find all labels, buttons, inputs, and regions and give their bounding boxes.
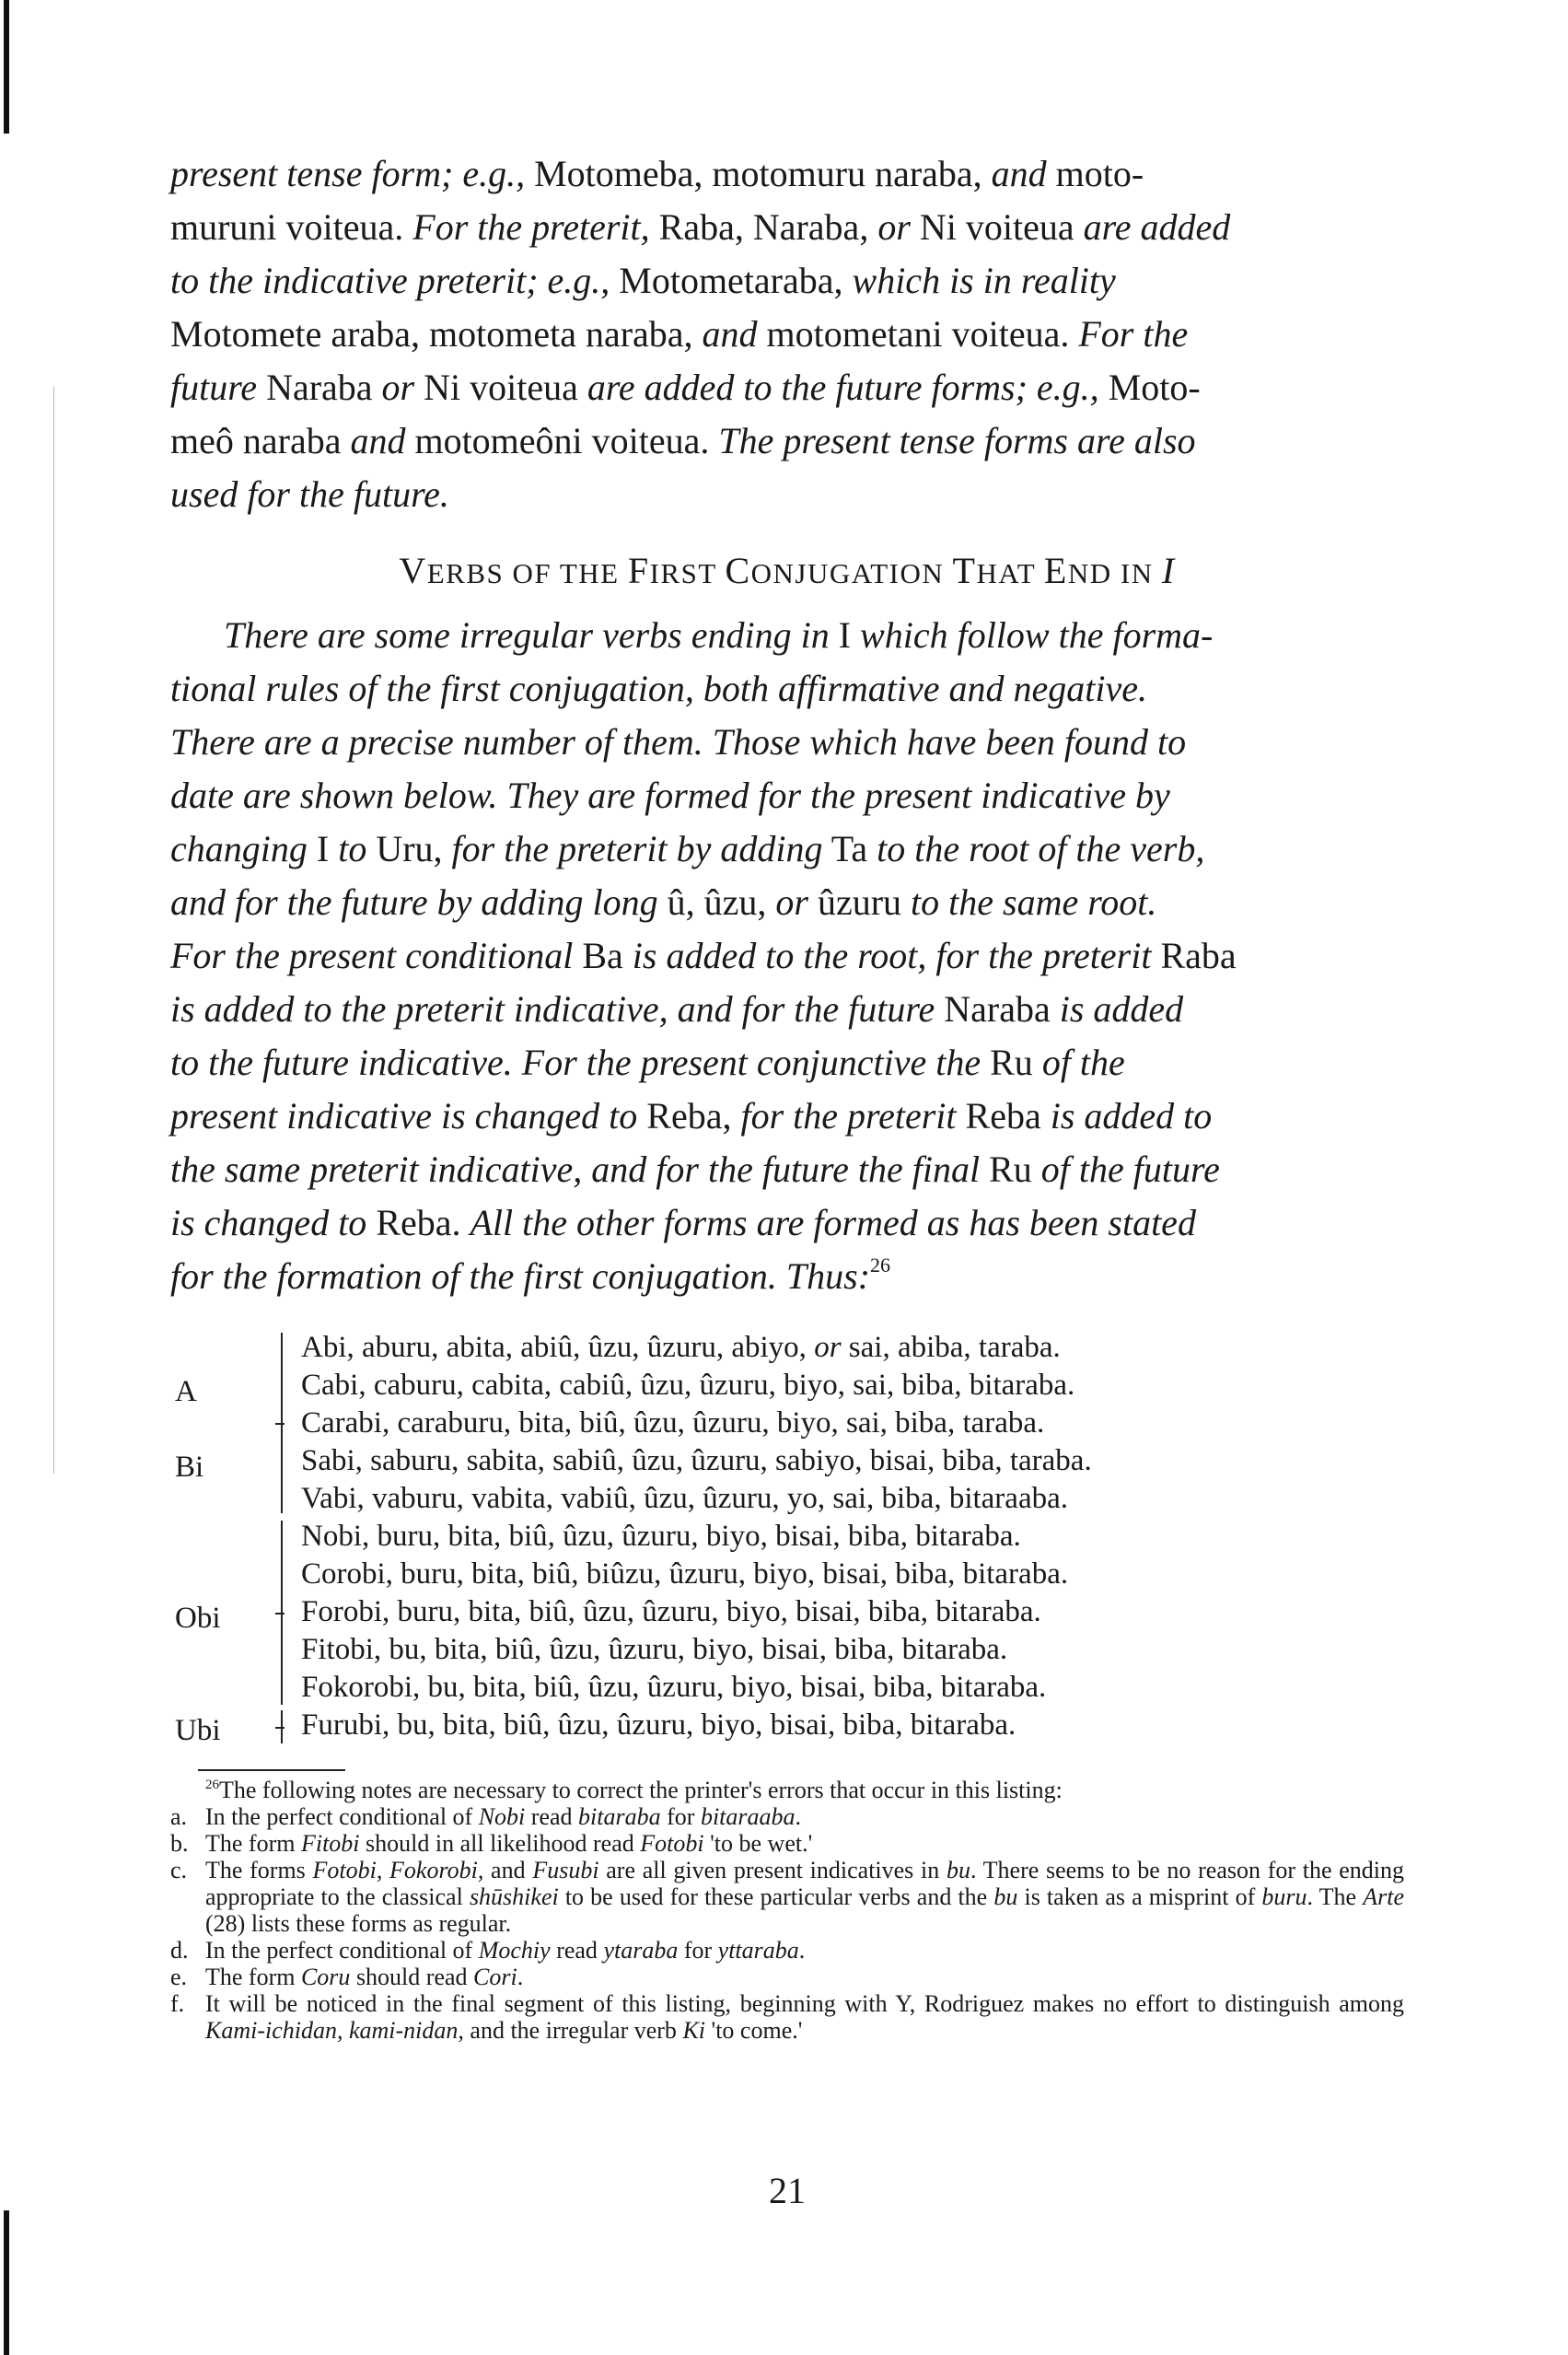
footnote-item-a: a. In the perfect conditional of Nobi read bitaraba for bitaraaba. xyxy=(170,1803,802,1830)
group-label-bi: Bi xyxy=(175,1451,204,1484)
listing-row: Sabi, saburu, sabita, sabiû, ûzu, ûzuru, sabiyo, bisai, biba, taraba. xyxy=(301,1444,1092,1477)
footnote-item-d: d. In the perfect conditional of Mochiy read ytaraba for yttaraba. xyxy=(170,1937,806,1964)
footnote-lead: $^{26}$The following notes are necessary to correct the printer's errors that occur in this listing: xyxy=(205,1777,1063,1803)
group-label-ubi: Ubi xyxy=(175,1714,221,1747)
text-line: date are shown below. They are formed for the present indicative by xyxy=(170,775,1170,816)
footnote-item-f: f. It will be noticed in the final segment of this listing, beginning with Y, Rodriguez makes no effort to distinguish among Kami-ichidan, kami-nidan, and the irregular verb Ki 'to come.' xyxy=(170,1990,1404,2044)
brace-obi xyxy=(281,1521,294,1705)
text-line: present indicative is changed to Reba, for the preterit Reba is added to xyxy=(170,1095,1213,1137)
text-line: used for the future. xyxy=(170,473,449,515)
listing-row: Fitobi, bu, bita, biû, ûzu, ûzuru, biyo, bisai, biba, bitaraba. xyxy=(301,1633,1008,1666)
footnote-item-e: e. The form Coru should read Cori. xyxy=(170,1964,524,1990)
listing-row: Forobi, buru, bita, biû, ûzu, ûzuru, biyo, bisai, biba, bitaraba. xyxy=(301,1595,1041,1628)
text-line: is added to the preterit indicative, and for the future Naraba is added xyxy=(170,988,1184,1030)
text-line: tional rules of the first conjugation, both affirmative and negative. xyxy=(170,668,1148,709)
paragraph-conditional-forms xyxy=(170,147,1404,521)
paragraph-irregular-verbs xyxy=(170,609,1404,1303)
text-line: to the future indicative. For the present conjunctive the Ru of the xyxy=(170,1042,1125,1083)
listing-row: Carabi, caraburu, bita, biû, ûzu, ûzuru, biyo, sai, biba, taraba. xyxy=(301,1406,1045,1440)
listing-row: Corobi, buru, bita, biû, biûzu, ûzuru, biyo, bisai, biba, bitaraba. xyxy=(301,1557,1069,1591)
footnote-ref: 26 xyxy=(870,1253,891,1277)
text-line: is changed to Reba. All the other forms are formed as has been stated xyxy=(170,1202,1196,1243)
text-line: changing I to Uru, for the preterit by adding Ta to the root of the verb, xyxy=(170,828,1205,869)
brace-a-bi xyxy=(281,1333,294,1513)
text-line: Motomete araba, motometa naraba, and motometani voiteua. For the xyxy=(170,313,1189,355)
verb-listing xyxy=(170,1329,1404,1753)
text-line: present tense form; e.g., Motomeba, motomuru naraba, and moto- xyxy=(170,153,1144,194)
group-label-obi: Obi xyxy=(175,1602,221,1635)
listing-row: Vabi, vaburu, vabita, vabiû, ûzu, ûzuru, yo, sai, biba, bitaraaba. xyxy=(301,1482,1068,1515)
text-line: muruni voiteua. For the preterit, Raba, Naraba, or Ni voiteua are added xyxy=(170,206,1231,248)
section-heading: VERBS OF THE FIRST CONJUGATION THAT END IN I xyxy=(399,550,1176,591)
listing-row: Nobi, buru, bita, biû, ûzu, ûzuru, biyo, bisai, biba, bitaraba. xyxy=(301,1520,1021,1553)
group-label-a: A xyxy=(175,1375,197,1408)
text-line: For the present conditional Ba is added to the root, for the preterit Raba xyxy=(170,935,1237,976)
footnote-divider xyxy=(198,1769,345,1771)
page-number: 21 xyxy=(769,2170,806,2211)
listing-row: Fokorobi, bu, bita, biû, ûzu, ûzuru, biyo, bisai, biba, bitaraba. xyxy=(301,1671,1047,1704)
listing-row: Furubi, bu, bita, biû, ûzu, ûzuru, biyo, bisai, biba, bitaraba. xyxy=(301,1708,1016,1742)
footnotes xyxy=(170,1777,1404,2044)
text-line: to the indicative preterit; e.g., Motometaraba, which is in reality xyxy=(170,260,1116,301)
text-line: future Naraba or Ni voiteua are added to the future forms; e.g., Moto- xyxy=(170,367,1201,408)
text-line: the same preterit indicative, and for the future the final Ru of the future xyxy=(170,1148,1220,1190)
left-edge-rule-top xyxy=(4,0,9,134)
text-line: meô naraba and motomeôni voiteua. The present tense forms are also xyxy=(170,420,1196,461)
text-line: for the formation of the first conjugation. Thus:$^{26}$ xyxy=(170,1253,891,1297)
listing-rows xyxy=(301,1329,1092,1744)
footnote-item-b: b. The form Fitobi should in all likelihood read Fotobi 'to be wet.' xyxy=(170,1830,813,1857)
page-body xyxy=(170,147,1404,2211)
text-line: There are some irregular verbs ending in I which follow the forma- xyxy=(224,614,1214,656)
listing-row: Abi, aburu, abita, abiû, ûzu, ûzuru, abiyo, or sai, abiba, taraba. xyxy=(301,1331,1061,1364)
left-edge-rule-bottom xyxy=(4,2210,9,2355)
brace-ubi xyxy=(281,1710,294,1743)
footnote-item-c: c. The forms Fotobi, Fokorobi, and Fusubi are all given present indicatives in bu. There seems to be no reason for the ending appropriate to the classical shūshikei to be used for these particular verbs and the bu is taken as a misprint of buru. The Arte (28) lists these forms as regular. xyxy=(170,1857,1404,1937)
left-edge-shadow xyxy=(53,387,54,1474)
listing-row: Cabi, caburu, cabita, cabiû, ûzu, ûzuru, biyo, sai, biba, bitaraba. xyxy=(301,1369,1075,1402)
text-line: There are a precise number of them. Those which have been found to xyxy=(170,721,1187,763)
text-line: and for the future by adding long û, ûzu, or ûzuru to the same root. xyxy=(170,881,1157,923)
